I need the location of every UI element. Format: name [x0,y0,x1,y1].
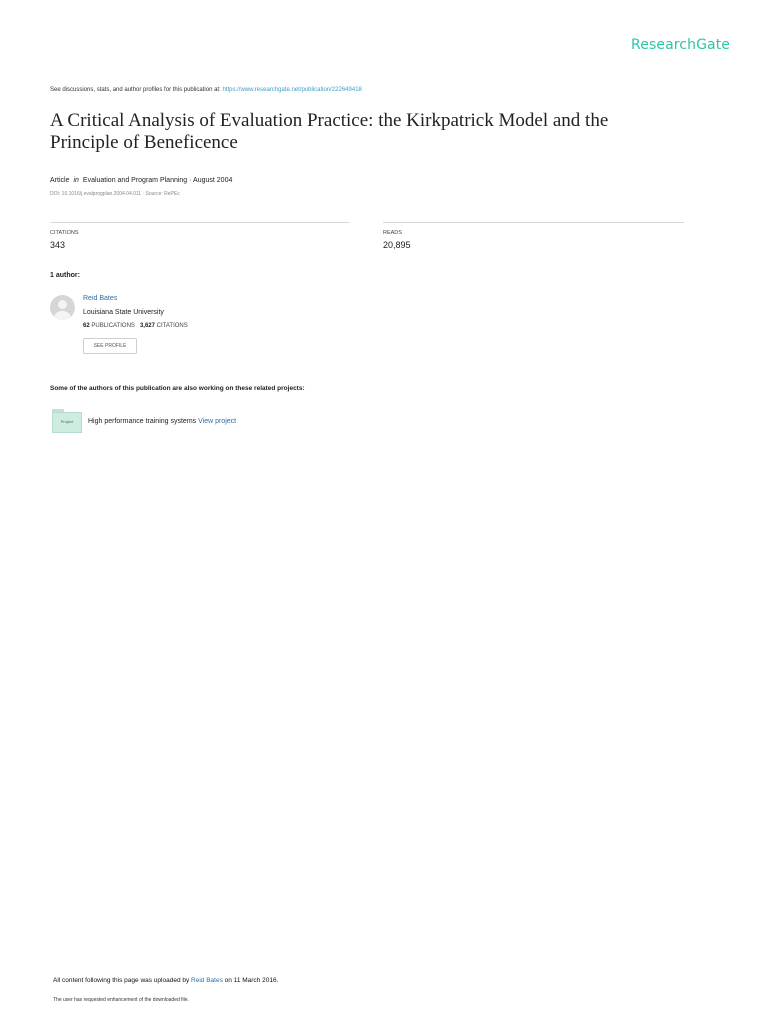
reads-label: READS [383,230,402,236]
related-projects-heading: Some of the authors of this publication are also working on these related projects: [50,385,305,392]
author-name-link[interactable]: Reid Bates [83,295,118,302]
reads-divider [383,222,684,223]
upload-suffix: on 11 March 2016. [222,977,279,984]
project-icon-label: Project [60,419,74,424]
in-word: in [73,177,79,184]
paper-meta [50,177,232,184]
avatar-body-icon [54,311,71,320]
publication-date: · August 2004 [189,177,233,184]
author-avatar[interactable] [50,295,75,320]
upload-prefix: All content following this page was uploaded by [53,977,192,984]
author-citations-count: 3,627 [139,323,155,329]
uploader-link[interactable]: Reid Bates [191,977,223,984]
citations-divider [50,222,350,223]
enhancement-note: The user has requested enhancement of the downloaded file. [53,997,189,1003]
project-title: High performance training systems [88,418,197,425]
author-count: 1 author: [50,272,80,279]
reads-value: 20,895 [383,240,411,250]
paper-title-line-2: Principle of Beneficence [50,132,238,153]
journal-name: Evaluation and Program Planning [82,177,188,184]
paper-title-line-1: A Critical Analysis of Evaluation Practice: the Kirkpatrick Model and the [50,110,609,131]
citations-label: CITATIONS [50,230,79,236]
see-profile-button[interactable]: SEE PROFILE [83,338,137,354]
discussion-text: See discussions, stats, and author profiles for this publication at: [50,87,223,93]
researchgate-logo[interactable]: ResearchGate [631,37,730,53]
doi-line: DOI: 10.1016/j.evalprogplan.2004.04.011 · Source: RePEc [50,191,180,197]
author-citations-label: CITATIONS [156,323,188,329]
paper-type: Article [50,177,70,184]
avatar-head-icon [58,300,67,309]
publication-url-link[interactable]: https://www.researchgate.net/publication/222649418 [222,87,362,93]
author-publications-count: 62 [83,323,90,329]
author-publications-label: PUBLICATIONS [91,323,135,329]
project-row [88,418,236,425]
author-affiliation: Louisiana State University [83,309,164,316]
project-folder-icon[interactable] [52,409,82,433]
paper-title [50,110,690,154]
author-stats [83,323,188,329]
view-project-link[interactable]: View project [198,418,237,425]
citations-value: 343 [50,240,66,250]
upload-note [53,977,278,984]
discussion-note [50,87,362,93]
